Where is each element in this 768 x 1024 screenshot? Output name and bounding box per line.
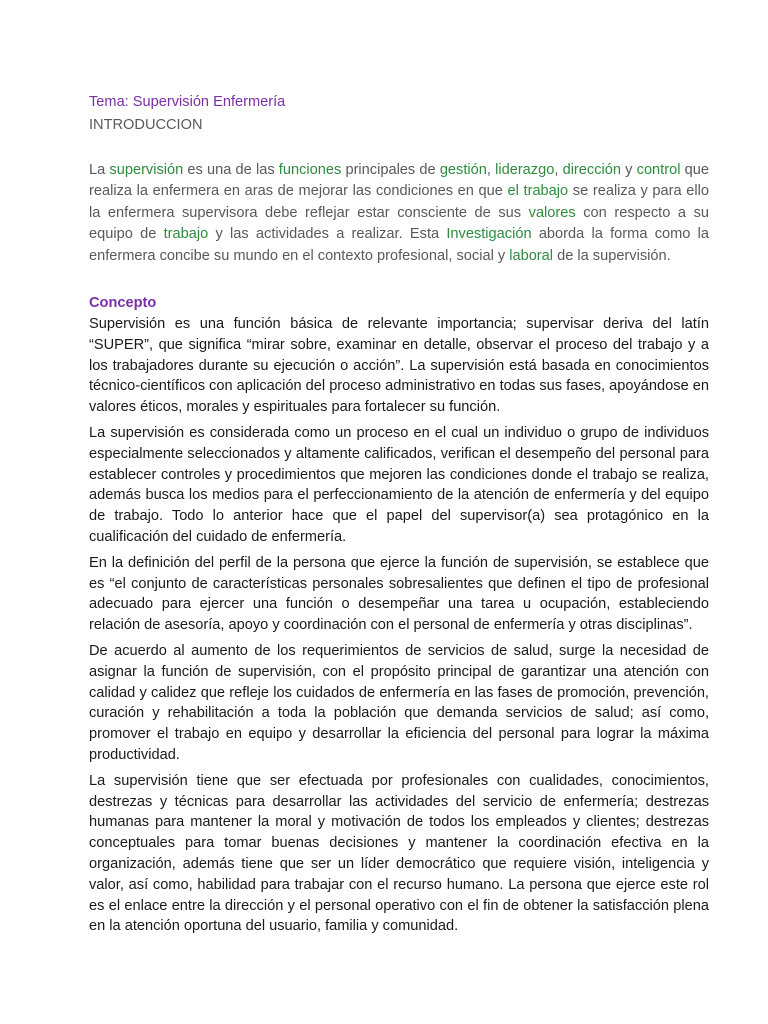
keyword-link[interactable]: el trabajo	[507, 183, 569, 200]
keyword-link[interactable]: trabajo	[163, 226, 209, 243]
intro-text: La	[89, 162, 110, 178]
intro-text: ,	[554, 162, 563, 178]
intro-text: principales de	[341, 162, 440, 178]
page-subtitle: INTRODUCCION	[89, 117, 203, 133]
keyword-link[interactable]: dirección	[562, 162, 621, 178]
intro-text: ,	[486, 162, 496, 178]
body-paragraph: La supervisión tiene que ser efectuada por profesionales con cualidades, conocimientos, destrezas y técnicas para desarrollar las actividades del servicio de enfermería; destrezas humanas para mantener la moral y motivación de todos los empleados y clientes; destrezas conceptuales para tomar buenas decisiones y mantener la coordinación efectiva en la organización, además tiene que ser un líder democrático que requiere visión, inteligencia y valor, así como, habilidad para trabajar con el recurso humano. La persona que ejerce este rol es el enlace entre la dirección y el personal operativo con el fin de obtener la satisfacción plena en la atención oportuna del usuario, familia y comunidad.	[89, 772, 709, 935]
body-paragraph: Supervisión es una función básica de relevante importancia; supervisar deriva del latín “SUPER”, que significa “mirar sobre, examinar en detalle, observar el proceso del trabajo y a los trabajadores durante su ejecución o acción”. La supervisión está basada en conocimientos técnico-científicos con aplicación del proceso administrativo en todas sus fases, apoyándose en valores éticos, morales y espirituales para fortalecer su función.	[89, 316, 709, 416]
body-paragraph: En la definición del perfil de la persona que ejerce la función de supervisión, se establece que es “el conjunto de características personales sobresalientes que definen el tipo de profesional adecuado para ejercer una función o desempeñar una tarea u ocupación, estableciendo relación de asesoría, apoyo y coordinación con el personal de enfermería y otras disciplinas”.	[89, 554, 709, 634]
keyword-link[interactable]: valores	[528, 204, 576, 221]
intro-text: aborda la forma como la enfermera concibe su mundo en el contexto profesional, social y	[89, 226, 709, 264]
intro-paragraph	[89, 160, 709, 267]
intro-text: de la supervisión.	[553, 247, 671, 264]
intro-text: es una de las	[183, 162, 279, 178]
body-paragraph: De acuerdo al aumento de los requerimientos de servicios de salud, surge la necesidad de asignar la función de supervisión, con el propósito principal de garantizar una atención con calidad y calidez que refleje los cuidados de enfermería en las fases de promoción, prevención, curación y rehabilitación a toda la población que demanda servicios de salud; así como, promover el trabajo en equipo y desarrollar la eficiencia del personal para lograr la máxima productividad.	[89, 642, 709, 763]
intro-text: que realiza la enfermera en aras de mejorar las condiciones en que	[89, 162, 709, 200]
keyword-link[interactable]: gestión	[439, 162, 487, 178]
page-title: Tema: Supervisión Enfermería	[89, 94, 286, 110]
keyword-link[interactable]: control	[636, 162, 681, 178]
body-paragraph: La supervisión es considerada como un proceso en el cual un individuo o grupo de individuos especialmente seleccionados y altamente calificados, verifican el desempeño del personal para establecer controles y procedimientos que mejoren las condiciones donde el trabajo se realiza, además busca los medios para el perfeccionamiento de la atención de enfermería y del equipo de trabajo. Todo lo anterior hace que el papel del supervisor(a) sea protagónico en la cualificación del cuidado de enfermería.	[89, 425, 709, 545]
keyword-link[interactable]: supervisión	[109, 162, 184, 178]
intro-text: y	[620, 162, 637, 178]
document-page	[89, 91, 709, 942]
intro-text: se realiza y para ello la enfermera supervisora debe reflejar estar consciente de sus	[89, 183, 709, 221]
keyword-link[interactable]: funciones	[278, 162, 342, 178]
intro-text: con respecto a su equipo de	[89, 204, 709, 243]
section-heading-concepto: Concepto	[89, 295, 157, 312]
intro-text: y las actividades a realizar. Esta	[208, 226, 447, 243]
keyword-link[interactable]: laboral	[509, 247, 554, 264]
keyword-link[interactable]: liderazgo	[495, 162, 555, 178]
keyword-link[interactable]: Investigación	[446, 226, 532, 243]
